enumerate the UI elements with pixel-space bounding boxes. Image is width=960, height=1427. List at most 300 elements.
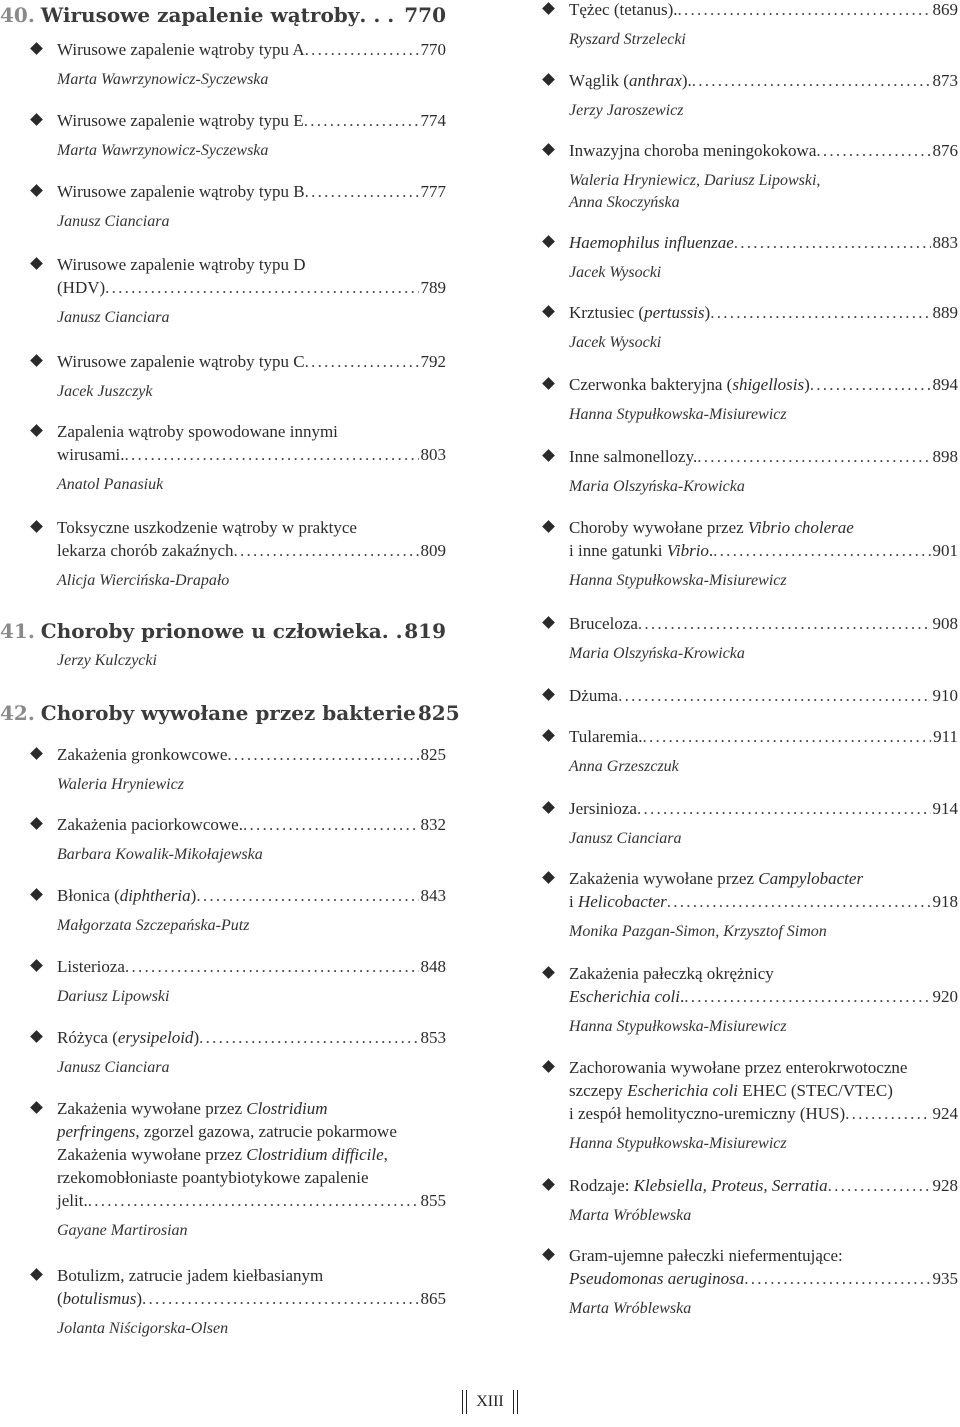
section-page-number: 825 bbox=[417, 701, 460, 725]
entry-title-text bbox=[569, 612, 638, 635]
author-name: Maria Olszyńska-Krowicka bbox=[569, 645, 745, 662]
italic-term: Escherichia coli bbox=[569, 987, 680, 1006]
entry-page-number: 918 bbox=[932, 892, 958, 911]
diamond-bullet-icon bbox=[30, 1030, 43, 1043]
author-line bbox=[57, 307, 446, 329]
author-line bbox=[569, 476, 958, 498]
title-segment: Inne salmonellozy. bbox=[569, 447, 698, 466]
title-segment: Botulizm, zatrucie jadem kiełbasianym bbox=[57, 1266, 324, 1285]
toc-entry[interactable] bbox=[0, 1264, 446, 1340]
author-name: Ryszard Strzelecki bbox=[569, 31, 686, 48]
diamond-bullet-icon bbox=[30, 257, 43, 270]
author-line bbox=[57, 1057, 446, 1079]
dot-leader bbox=[305, 350, 419, 373]
entry-title-text bbox=[569, 684, 618, 707]
author-line bbox=[569, 262, 958, 284]
title-segment: wirusami. bbox=[57, 445, 125, 464]
title-segment: . bbox=[679, 987, 685, 1006]
title-segment: Wąglik ( bbox=[569, 71, 629, 90]
diamond-bullet-icon bbox=[542, 616, 555, 629]
entry-title-line bbox=[569, 867, 958, 890]
author-name: Anatol Panasiuk bbox=[57, 476, 164, 493]
entry-title-text bbox=[569, 445, 697, 468]
toc-entry[interactable] bbox=[512, 612, 958, 665]
toc-entry[interactable] bbox=[512, 0, 958, 51]
dot-leader bbox=[734, 231, 931, 254]
author-name: Małgorzata Szczepańska-Putz bbox=[57, 917, 250, 934]
author-name: Janusz Cianciara bbox=[57, 213, 170, 230]
entry-title-text bbox=[57, 255, 306, 274]
author-line bbox=[569, 1205, 958, 1227]
author-line bbox=[57, 915, 446, 937]
entry-title-line bbox=[569, 373, 958, 396]
toc-entry[interactable] bbox=[0, 420, 446, 496]
title-segment: Zakażenia gronkowcowe bbox=[57, 745, 228, 764]
section-title: Choroby prionowe u człowieka bbox=[40, 619, 382, 643]
entry-title-line bbox=[57, 276, 446, 299]
dot-leader bbox=[638, 612, 931, 635]
entry-title-text bbox=[569, 1246, 843, 1265]
entry-page-number: 803 bbox=[420, 445, 446, 464]
entry-title-line bbox=[569, 1174, 958, 1197]
dot-leader bbox=[828, 1174, 931, 1197]
diamond-bullet-icon bbox=[542, 1178, 555, 1191]
entry-page-number: 908 bbox=[932, 614, 958, 633]
entry-title bbox=[57, 253, 446, 299]
entry-title-text bbox=[569, 518, 854, 537]
entry-page-number: 911 bbox=[933, 727, 958, 746]
dot-leader bbox=[637, 797, 931, 820]
title-segment: Zakażenia paciorkowcowe. bbox=[57, 815, 243, 834]
entry-title bbox=[569, 231, 958, 254]
italic-term: Clostridium difficile bbox=[246, 1145, 384, 1164]
toc-entry[interactable] bbox=[512, 373, 958, 426]
entry-title bbox=[569, 139, 958, 162]
author-line bbox=[57, 1318, 446, 1340]
author-line bbox=[569, 756, 958, 778]
title-segment: Listerioza bbox=[57, 957, 125, 976]
entry-page-number: 924 bbox=[932, 1104, 958, 1123]
author-line bbox=[569, 29, 958, 51]
entry-title-text bbox=[57, 109, 304, 132]
entry-page-number: 935 bbox=[932, 1269, 958, 1288]
toc-entry[interactable] bbox=[0, 180, 446, 233]
entry-title bbox=[569, 1244, 958, 1290]
entry-page-number: 901 bbox=[932, 541, 958, 560]
title-segment: Czerwonka bakteryjna ( bbox=[569, 375, 733, 394]
author-name: Dariusz Lipowski bbox=[57, 988, 170, 1005]
entry-title-line bbox=[57, 1264, 446, 1287]
diamond-bullet-icon bbox=[542, 377, 555, 390]
author-name: Maria Olszyńska-Krowicka bbox=[569, 478, 745, 495]
title-segment: , bbox=[383, 1145, 388, 1164]
author-name: Anna Grzeszczuk bbox=[569, 758, 679, 775]
author-line bbox=[569, 643, 958, 665]
section-number: 41. bbox=[0, 619, 35, 643]
author-name: Monika Pazgan-Simon, Krzysztof Simon bbox=[569, 923, 827, 940]
italic-term: pertussis bbox=[644, 303, 705, 322]
title-segment: ) bbox=[136, 1289, 143, 1308]
dot-leader bbox=[305, 38, 419, 61]
entry-title bbox=[569, 684, 958, 707]
diamond-bullet-icon bbox=[542, 520, 555, 533]
entry-title-line bbox=[57, 743, 446, 766]
dot-leader bbox=[713, 539, 930, 562]
entry-title-line bbox=[57, 350, 446, 373]
toc-entry[interactable] bbox=[0, 109, 446, 162]
section-heading[interactable] bbox=[0, 0, 446, 30]
title-segment: Gram-ujemne pałeczki niefermentujące: bbox=[569, 1246, 843, 1265]
entry-title-text bbox=[569, 1102, 845, 1125]
entry-title-text bbox=[569, 1267, 744, 1290]
entry-title-text bbox=[57, 1145, 388, 1164]
toc-entry[interactable] bbox=[0, 743, 446, 796]
title-segment: , zgorzel gazowa, zatrucie pokarmowe bbox=[135, 1122, 397, 1141]
entry-title bbox=[57, 38, 446, 61]
toc-entry[interactable] bbox=[0, 350, 446, 403]
title-segment: Wirusowe zapalenie wątroby typu D bbox=[57, 255, 306, 274]
italic-term: shigellosis bbox=[732, 375, 805, 394]
title-segment: Zapalenia wątroby spowodowane innymi bbox=[57, 422, 338, 441]
dot-leader bbox=[710, 301, 930, 324]
author-line bbox=[569, 1133, 958, 1155]
entry-title bbox=[569, 373, 958, 396]
title-segment: rzekomobłoniaste poantybiotykowe zapalenie bbox=[57, 1168, 369, 1187]
author-line bbox=[57, 140, 446, 162]
entry-title-text bbox=[57, 276, 105, 299]
entry-page-number: 825 bbox=[420, 745, 446, 764]
toc-entry[interactable] bbox=[512, 445, 958, 498]
title-segment: Tularemia. bbox=[569, 727, 643, 746]
dot-leader bbox=[684, 985, 930, 1008]
dot-leader bbox=[196, 884, 418, 907]
entry-title bbox=[569, 1174, 958, 1197]
toc-entry[interactable] bbox=[512, 1174, 958, 1227]
title-segment: ) bbox=[193, 1028, 200, 1047]
entry-title-text bbox=[57, 1189, 88, 1212]
dot-leader bbox=[88, 1189, 419, 1212]
entry-page-number: 876 bbox=[932, 141, 958, 160]
diamond-bullet-icon bbox=[542, 871, 555, 884]
italic-term: botulismus bbox=[62, 1289, 137, 1308]
entry-page-number: 770 bbox=[420, 40, 446, 59]
author-line bbox=[569, 1016, 958, 1038]
toc-entry[interactable] bbox=[0, 253, 446, 329]
title-segment: Bruceloza bbox=[569, 614, 638, 633]
entry-title-text bbox=[569, 231, 734, 254]
author-name: Jacek Wysocki bbox=[569, 334, 662, 351]
entry-page-number: 894 bbox=[932, 375, 958, 394]
toc-section bbox=[0, 616, 446, 672]
entry-title bbox=[57, 884, 446, 907]
toc-entry[interactable] bbox=[0, 38, 446, 91]
author-name: Janusz Cianciara bbox=[569, 830, 682, 847]
author-name: Jacek Juszczyk bbox=[57, 383, 153, 400]
author-name: Janusz Cianciara bbox=[57, 309, 170, 326]
diamond-bullet-icon bbox=[30, 113, 43, 126]
diamond-bullet-icon bbox=[30, 1101, 43, 1114]
section-title: Wirusowe zapalenie wątroby bbox=[40, 3, 360, 27]
entry-title-line bbox=[569, 1079, 958, 1102]
author-line bbox=[569, 1298, 958, 1320]
title-segment: Zakażenia wywołane przez bbox=[57, 1099, 247, 1118]
author-name: Hanna Stypułkowska-Misiurewicz bbox=[569, 572, 787, 589]
toc-entry[interactable] bbox=[512, 69, 958, 122]
entry-page-number: 843 bbox=[420, 886, 446, 905]
entry-title-line bbox=[569, 890, 958, 913]
section-number: 42. bbox=[0, 701, 35, 725]
diamond-bullet-icon bbox=[30, 888, 43, 901]
toc-entry[interactable] bbox=[512, 797, 958, 850]
toc-entry[interactable] bbox=[512, 684, 958, 707]
italic-term: Vibrio cholerae bbox=[747, 518, 854, 537]
entry-page-number: 789 bbox=[420, 278, 446, 297]
toc-entry[interactable] bbox=[512, 1056, 958, 1155]
entry-title-text bbox=[569, 539, 713, 562]
toc-entry[interactable] bbox=[512, 962, 958, 1038]
diamond-bullet-icon bbox=[30, 817, 43, 830]
entry-title-text bbox=[57, 38, 305, 61]
entry-title-text bbox=[569, 69, 692, 92]
author-line bbox=[57, 1220, 446, 1242]
entry-title bbox=[569, 516, 958, 562]
toc-entry[interactable] bbox=[512, 725, 958, 778]
author-line bbox=[569, 828, 958, 850]
dot-leader bbox=[678, 0, 931, 21]
italic-term: Vibrio bbox=[666, 541, 709, 560]
toc-entry[interactable] bbox=[512, 867, 958, 943]
diamond-bullet-icon bbox=[30, 354, 43, 367]
section-heading[interactable] bbox=[0, 698, 460, 728]
entry-page-number: 873 bbox=[932, 71, 958, 90]
dot-leader bbox=[618, 684, 930, 707]
title-segment: ). bbox=[681, 71, 692, 90]
diamond-bullet-icon bbox=[542, 966, 555, 979]
italic-term: Haemophilus influenzae bbox=[569, 233, 734, 252]
dot-leader bbox=[382, 616, 403, 646]
entry-title-line bbox=[57, 955, 446, 978]
author-line bbox=[569, 332, 958, 354]
entry-title-text bbox=[57, 1287, 142, 1310]
page-number-label: XIII bbox=[476, 1393, 504, 1410]
entry-title-text bbox=[57, 350, 305, 373]
dot-leader bbox=[845, 1102, 930, 1125]
dot-leader bbox=[667, 890, 931, 913]
entry-title-line bbox=[57, 109, 446, 132]
diamond-bullet-icon bbox=[30, 424, 43, 437]
diamond-bullet-icon bbox=[30, 1268, 43, 1281]
entry-title-line bbox=[57, 1120, 446, 1143]
entry-title bbox=[569, 445, 958, 468]
toc-entry[interactable] bbox=[512, 301, 958, 354]
entry-title bbox=[57, 180, 446, 203]
entry-title-line bbox=[57, 1143, 446, 1166]
author-name: Jacek Wysocki bbox=[569, 264, 662, 281]
entry-title bbox=[57, 350, 446, 373]
entry-title-line bbox=[57, 253, 446, 276]
author-line bbox=[57, 381, 446, 403]
entry-title bbox=[569, 725, 958, 748]
entry-page-number: 883 bbox=[932, 233, 958, 252]
entry-page-number: 920 bbox=[932, 987, 958, 1006]
toc-entry[interactable] bbox=[0, 813, 446, 866]
dot-leader bbox=[692, 69, 931, 92]
entry-title bbox=[57, 955, 446, 978]
dot-leader bbox=[125, 955, 419, 978]
entry-title bbox=[57, 420, 446, 466]
entry-title-text bbox=[569, 139, 816, 162]
title-segment: Rodzaje: bbox=[569, 1176, 634, 1195]
toc-entry[interactable] bbox=[0, 516, 446, 592]
entry-title-text bbox=[57, 955, 125, 978]
entry-title bbox=[569, 962, 958, 1008]
diamond-bullet-icon bbox=[30, 747, 43, 760]
entry-page-number: 865 bbox=[420, 1289, 446, 1308]
toc-entry[interactable] bbox=[0, 884, 446, 937]
entry-title-line bbox=[569, 962, 958, 985]
toc-entry[interactable] bbox=[0, 955, 446, 1008]
author-name: Janusz Cianciara bbox=[57, 1059, 170, 1076]
entry-title-line bbox=[569, 231, 958, 254]
section-heading[interactable] bbox=[0, 616, 446, 646]
entry-title-text bbox=[57, 1266, 323, 1285]
title-segment: Tężec (tetanus). bbox=[569, 0, 678, 19]
entry-page-number: 777 bbox=[420, 182, 446, 201]
italic-term: anthrax bbox=[628, 71, 682, 90]
entry-title-line bbox=[57, 443, 446, 466]
entry-page-number: 889 bbox=[932, 303, 958, 322]
author-line bbox=[569, 170, 958, 214]
entry-title-line bbox=[57, 1097, 446, 1120]
italic-term: erysipeloid bbox=[117, 1028, 194, 1047]
italic-term: Escherichia coli bbox=[627, 1081, 739, 1100]
entry-title-text bbox=[569, 301, 710, 324]
author-line bbox=[569, 570, 958, 592]
toc-entry[interactable] bbox=[512, 231, 958, 284]
diamond-bullet-icon bbox=[542, 1248, 555, 1261]
author-line bbox=[57, 69, 446, 91]
dot-leader bbox=[234, 539, 419, 562]
title-segment: Różyca ( bbox=[57, 1028, 118, 1047]
entry-title bbox=[569, 301, 958, 324]
title-segment: ) bbox=[704, 303, 711, 322]
dot-leader bbox=[816, 139, 930, 162]
entry-title-line bbox=[569, 612, 958, 635]
title-segment: Jersinioza bbox=[569, 799, 637, 818]
title-segment: Inwazyjna choroba meningokokowa bbox=[569, 141, 817, 160]
author-name: Marta Wróblewska bbox=[569, 1300, 692, 1317]
page-number bbox=[468, 1390, 512, 1414]
author-line bbox=[57, 774, 446, 796]
title-segment: (HDV) bbox=[57, 278, 106, 297]
toc-entry[interactable] bbox=[0, 1097, 446, 1242]
dot-leader bbox=[643, 725, 932, 748]
italic-term: Klebsiella, Proteus, Serratia bbox=[633, 1176, 828, 1195]
entry-title-line bbox=[569, 445, 958, 468]
author-name: Waleria Hryniewicz, Dariusz Lipowski, bbox=[569, 172, 821, 189]
author-name: Hanna Stypułkowska-Misiurewicz bbox=[569, 406, 787, 423]
author-name: Waleria Hryniewicz bbox=[57, 776, 184, 793]
diamond-bullet-icon bbox=[542, 688, 555, 701]
entry-title-line bbox=[57, 1026, 446, 1049]
entry-title-text bbox=[569, 890, 667, 913]
title-segment: Choroby wywołane przez bbox=[569, 518, 748, 537]
entry-title-text bbox=[57, 743, 227, 766]
entry-title bbox=[57, 1264, 446, 1310]
toc-section bbox=[0, 698, 460, 728]
entry-page-number: 848 bbox=[420, 957, 446, 976]
author-line bbox=[57, 474, 446, 496]
entry-title-text bbox=[57, 1168, 369, 1187]
diamond-bullet-icon bbox=[30, 520, 43, 533]
diamond-bullet-icon bbox=[542, 73, 555, 86]
entry-title bbox=[569, 612, 958, 635]
section-number: 40. bbox=[0, 3, 35, 27]
entry-title bbox=[569, 867, 958, 913]
entry-page-number: 928 bbox=[932, 1176, 958, 1195]
title-segment: Zakażenia wywołane przez bbox=[57, 1145, 247, 1164]
diamond-bullet-icon bbox=[542, 2, 555, 15]
author-line bbox=[569, 404, 958, 426]
toc-entry[interactable] bbox=[512, 139, 958, 214]
entry-page-number: 853 bbox=[420, 1028, 446, 1047]
title-segment: Wirusowe zapalenie wątroby typu E bbox=[57, 111, 304, 130]
dot-leader bbox=[359, 0, 402, 30]
title-segment: EHEC (STEC/VTEC) bbox=[738, 1081, 893, 1100]
entry-title-text bbox=[57, 422, 338, 441]
entry-title-line bbox=[569, 139, 958, 162]
section-title: Choroby wywołane przez bakterie bbox=[40, 701, 416, 725]
entry-title-line bbox=[569, 797, 958, 820]
entry-title-line bbox=[57, 516, 446, 539]
title-segment: i bbox=[569, 892, 578, 911]
entry-title-line bbox=[569, 1244, 958, 1267]
title-segment: szczepy bbox=[569, 1081, 628, 1100]
entry-title bbox=[569, 1056, 958, 1125]
entry-title-line bbox=[57, 539, 446, 562]
entry-title bbox=[569, 69, 958, 92]
dot-leader bbox=[744, 1267, 930, 1290]
toc-entry[interactable] bbox=[0, 1026, 446, 1079]
title-segment: Zakażenia wywołane przez bbox=[569, 869, 759, 888]
dot-leader bbox=[199, 1026, 418, 1049]
entry-page-number: 898 bbox=[932, 447, 958, 466]
toc-entry[interactable] bbox=[512, 516, 958, 592]
entry-title-text bbox=[569, 0, 678, 21]
diamond-bullet-icon bbox=[542, 449, 555, 462]
diamond-bullet-icon bbox=[30, 959, 43, 972]
author-name: Jolanta Niścigorska-Olsen bbox=[57, 1320, 229, 1337]
entry-title bbox=[569, 0, 958, 21]
author-name: Marta Wawrzynowicz-Syczewska bbox=[57, 142, 269, 159]
entry-title-line bbox=[569, 69, 958, 92]
entry-title-text bbox=[57, 443, 125, 466]
title-segment: Błonica ( bbox=[57, 886, 120, 905]
entry-title-text bbox=[57, 1122, 397, 1141]
entry-title-line bbox=[57, 180, 446, 203]
entry-page-number: 910 bbox=[932, 686, 958, 705]
entry-title bbox=[57, 813, 446, 836]
diamond-bullet-icon bbox=[542, 305, 555, 318]
dot-leader bbox=[697, 445, 930, 468]
toc-entry[interactable] bbox=[512, 1244, 958, 1320]
italic-term: perfringens bbox=[57, 1122, 136, 1141]
entry-title-line bbox=[569, 1102, 958, 1125]
entry-title-text bbox=[57, 180, 305, 203]
author-line bbox=[569, 100, 958, 122]
entry-title-text bbox=[569, 1081, 893, 1100]
title-segment: ) bbox=[190, 886, 197, 905]
